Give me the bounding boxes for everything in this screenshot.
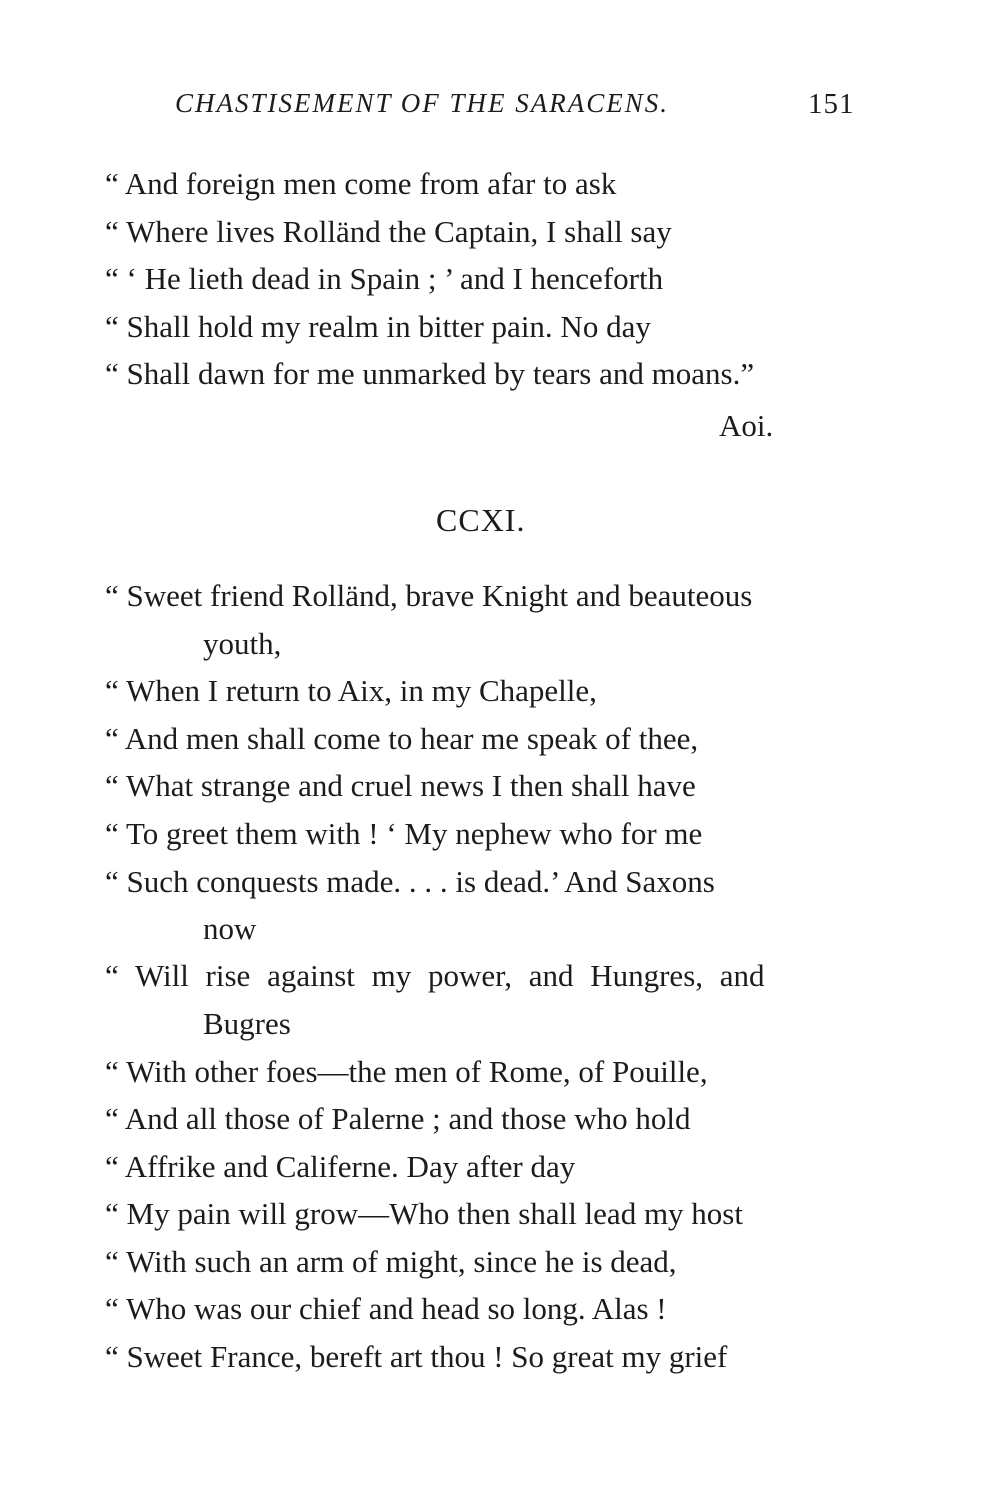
verse-line-continuation: Bugres <box>203 1006 291 1041</box>
verse-line: “ Who was our chief and head so long. Alas ! <box>105 1291 667 1326</box>
verse-line: “ Such conquests made. . . . is dead.’ And Saxons <box>105 864 715 899</box>
verse-line-continuation: youth, <box>203 626 282 661</box>
verse-line: “ Affrike and Califerne. Day after day <box>105 1149 576 1184</box>
verse-line: “ Sweet France, bereft art thou ! So great my grief <box>105 1339 728 1374</box>
verse-line: “ Shall hold my realm in bitter pain. No day <box>105 309 651 344</box>
verse-line: “ ‘ He lieth dead in Spain ; ’ and I henceforth <box>105 261 664 296</box>
section-heading: CCXI. <box>436 502 526 538</box>
verse-line: “ Sweet friend Rolländ, brave Knight and beauteous <box>105 578 753 613</box>
verse-line: “ What strange and cruel news I then shall have <box>105 768 696 803</box>
running-head-title: CHASTISEMENT OF THE SARACENS. <box>175 88 670 118</box>
verse-line: “ With such an arm of might, since he is dead, <box>105 1244 677 1279</box>
verse-line: “ With other foes—the men of Rome, of Pouille, <box>105 1054 708 1089</box>
verse-line: “ My pain will grow—Who then shall lead my host <box>105 1196 743 1231</box>
refrain-aoi: Aoi. <box>719 408 774 443</box>
verse-line: “ Will rise against my power, and Hungres, and <box>105 958 765 993</box>
page-number: 151 <box>808 88 855 120</box>
verse-line: “ And men shall come to hear me speak of thee, <box>105 721 699 756</box>
verse-line: “ Shall dawn for me unmarked by tears and moans.” <box>105 356 755 391</box>
verse-line-continuation: now <box>203 911 257 946</box>
verse-line: “ When I return to Aix, in my Chapelle, <box>105 673 597 708</box>
verse-line: “ And all those of Palerne ; and those who hold <box>105 1101 691 1136</box>
verse-line: “ And foreign men come from afar to ask <box>105 166 617 201</box>
verse-line: “ Where lives Rolländ the Captain, I shall say <box>105 214 672 249</box>
verse-line: “ To greet them with ! ‘ My nephew who for me <box>105 816 703 851</box>
